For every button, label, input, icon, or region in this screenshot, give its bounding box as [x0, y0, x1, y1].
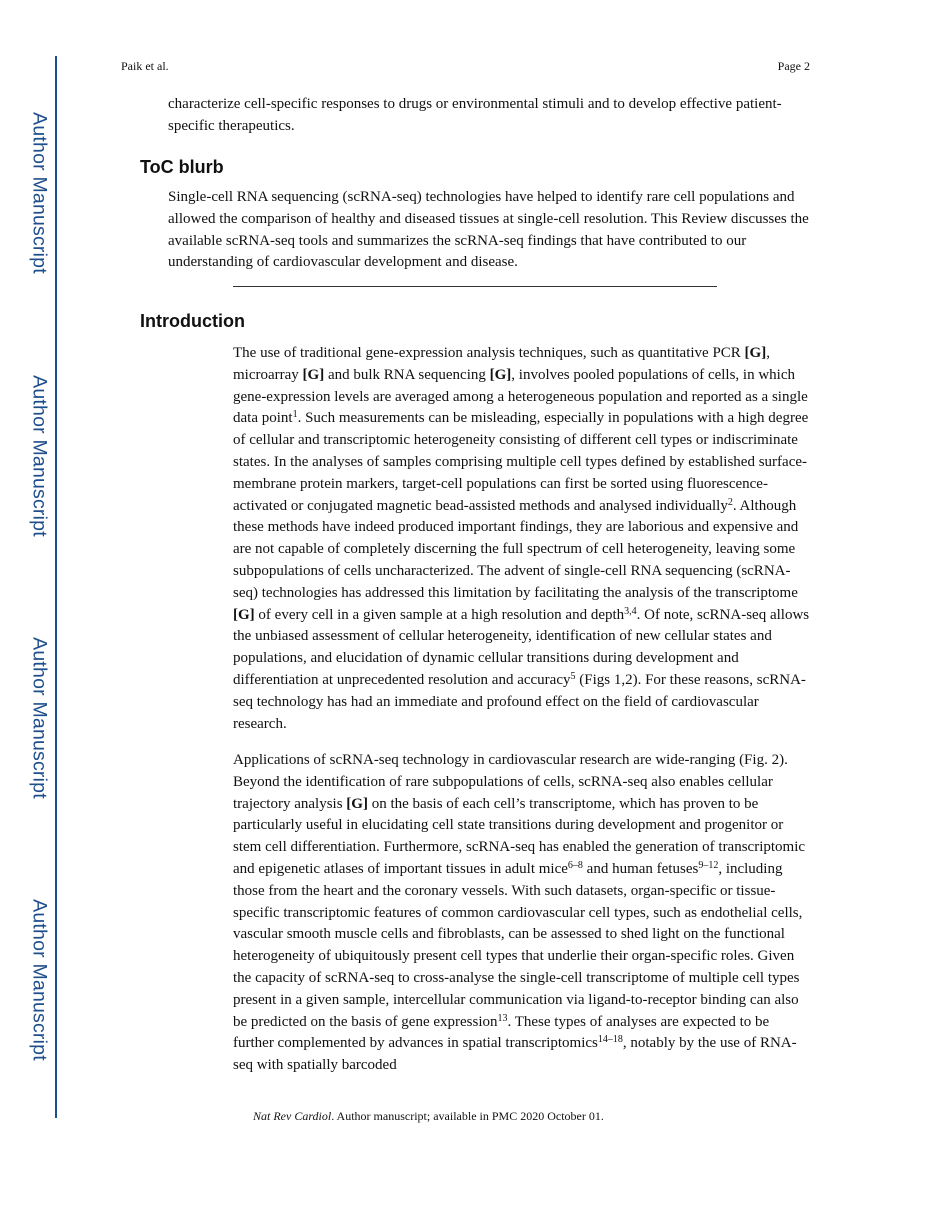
section-divider [233, 286, 717, 287]
page-footer: Nat Rev Cardiol. Author manuscript; available in PMC 2020 October 01. [253, 1109, 604, 1123]
toc-blurb: Single-cell RNA sequencing (scRNA-seq) technologies have helped to identify rare cell populations and allowed the comparison of healthy and diseased tissues at single-cell resolution. This Review discusses the available scRNA-seq tools and summarizes the scRNA-seq findings that have contributed to our understanding of cardiovascular development and disease. [168, 189, 809, 271]
citation-ref: 3,4 [624, 605, 637, 617]
page-number: Page 2 [777, 59, 810, 73]
introduction-heading: Introduction [140, 311, 245, 331]
citation-ref: 1 [292, 409, 298, 421]
sidebar-rule [55, 56, 57, 1118]
glossary-marker: [G] [346, 795, 368, 812]
glossary-marker: [G] [744, 345, 767, 361]
continuation-paragraph: characterize cell-specific responses to drugs or environmental stimuli and to develop effective patient-specific therapeutics. [168, 96, 782, 134]
intro-paragraph-1: The use of traditional gene-expression analysis techniques, such as quantitative PCR [G], microarray [G] and bulk RNA sequencing [G], involves pooled populations of cells, in which gene-expression levels are averaged among a heterogeneous population and reported as a single data point$^1$. Such measurements can be misleading, especially in populations with a high degree of cellular and transcriptomic heterogeneity consisting of different cell types or indiscriminate states. In the analyses of samples comprising multiple cell types defined by established surface-membrane protein markers, target-cell populations can first be sorted using fluorescence-activated or conjugated magnetic bead-assisted methods and analysed individually$^2$. Although these methods have indeed produced important findings, they are laborious and expensive and are not capable of completely discerning the full spectrum of cell heterogeneity, leaving some subpopulations of cells uncharacterized. The advent of single-cell RNA sequencing (scRNA-seq) technologies has addressed this limitation by facilitating the analysis of the transcriptome [G] of every cell in a given sample at a high resolution and depth$^{3,4}$. Of note, scRNA-seq allows the unbiased assessment of cellular heterogeneity, identification of new cellular states and populations, and elucidation of dynamic cellular transitions during development and differentiation at unprecedented resolution and accuracy$^5$ (Figs 1,2). For these reasons, scRNA-seq technology has had an immediate and profound effect on the field of cardiovascular research. [233, 345, 810, 732]
intro-paragraph-2: Applications of scRNA-seq technology in cardiovascular research are wide-ranging (Fig. 2). Beyond the identification of rare subpopulations of cells, scRNA-seq also enables cellular trajectory analysis [G] on the basis of each cell’s transcriptome, which has proven to be particularly useful in elucidating cell state transitions during development and progenitor or stem cell differentiation. Furthermore, scRNA-seq has enabled the generation of transcriptomic and epigenetic atlases of important tissues in adult mice$^{6-8}$ and human fetuses$^{9-12}$, including those from the heart and the coronary vessels. With such datasets, organ-specific or tissue-specific transcriptomic features of common cardiovascular cell types, such as endothelial cells, vascular smooth muscle cells and fibroblasts, can be assessed to shed light on the functional heterogeneity of ubiquitously present cell types that underlie their organ-specific roles. Given the capacity of scRNA-seq to cross-analyse the single-cell transcriptome of multiple cell types present in a given sample, intercellular communication via ligand-to-receptor binding can also be predicted on the basis of gene expression$^{13}$. These types of analyses are expected to be further complemented by advances in spatial transcriptomics$^{14-18}$, notably by the use of RNA-seq with spatially barcoded [233, 752, 806, 1074]
running-header-author: Paik et al. [121, 59, 169, 73]
citation-ref: 9–12 [698, 859, 719, 871]
citation-ref: 2 [727, 496, 733, 508]
citation-ref: 6–8 [567, 859, 583, 871]
citation-ref: 5 [570, 670, 576, 682]
glossary-marker: [G] [489, 366, 512, 383]
glossary-marker: [G] [302, 366, 325, 383]
toc-heading: ToC blurb [140, 157, 224, 177]
citation-ref: 14–18 [597, 1034, 623, 1046]
glossary-marker: [G] [233, 606, 255, 623]
citation-ref: 13 [497, 1012, 508, 1024]
journal-name: Nat Rev Cardiol [253, 1109, 332, 1123]
